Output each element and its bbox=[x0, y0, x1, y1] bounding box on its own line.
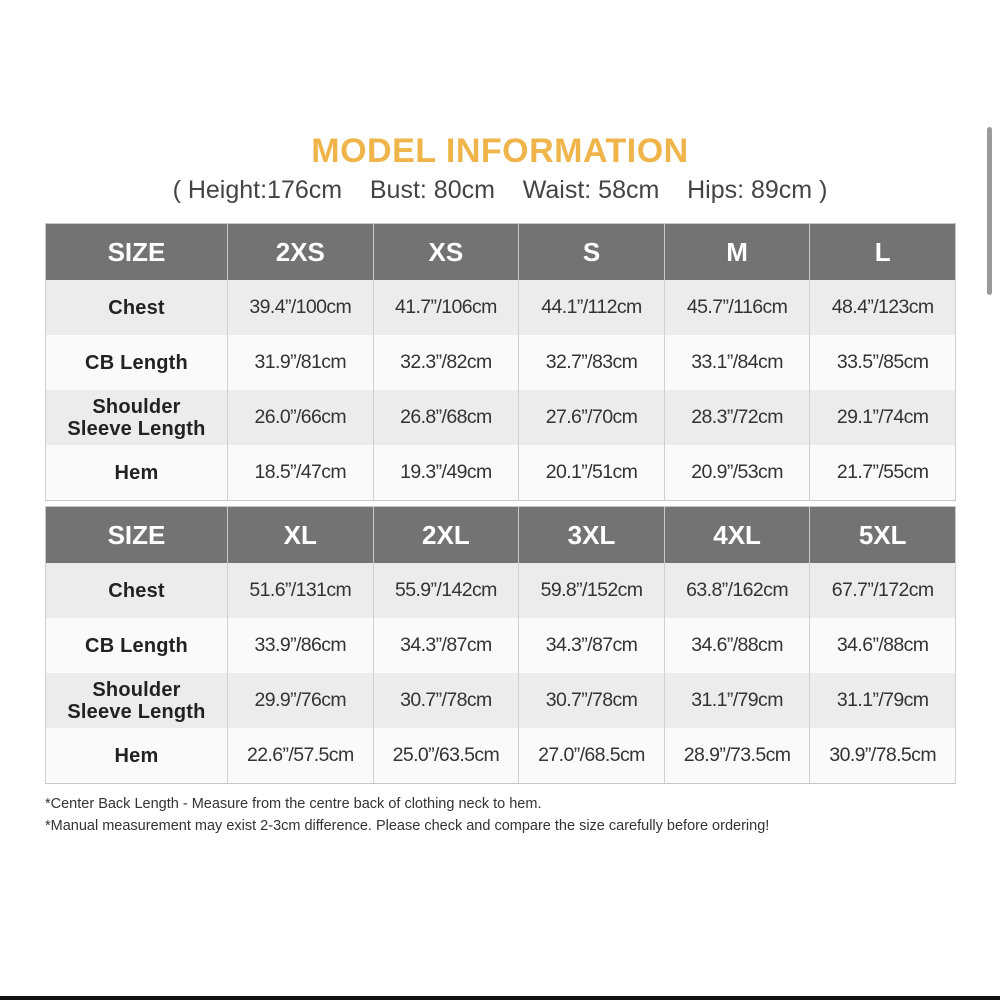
table-row bbox=[46, 335, 956, 390]
size-header-row bbox=[46, 507, 956, 564]
table-cell: 26.0”/66cm bbox=[228, 390, 374, 445]
page-title: MODEL INFORMATION bbox=[311, 132, 689, 170]
table-cell: 29.9”/76cm bbox=[228, 673, 374, 728]
table-cell: 30.7”/78cm bbox=[519, 673, 665, 728]
table-cell: 29.1”/74cm bbox=[810, 390, 956, 445]
table-row bbox=[46, 618, 956, 673]
footnote-measurement: *Manual measurement may exist 2-3cm difference. Please check and compare the size carefully before ordering! bbox=[45, 818, 770, 834]
table-cell: 33.1”/84cm bbox=[664, 335, 810, 390]
table-cell: 33.5”/85cm bbox=[810, 335, 956, 390]
table-cell: 26.8”/68cm bbox=[373, 390, 519, 445]
header-cell: 4XL bbox=[664, 507, 810, 564]
table-cell: 21.7”/55cm bbox=[810, 445, 956, 501]
footnotes bbox=[45, 793, 965, 837]
table-cell: 31.1”/79cm bbox=[810, 673, 956, 728]
header-cell: 5XL bbox=[810, 507, 956, 564]
size-header-row bbox=[46, 224, 956, 281]
table-cell: 34.6”/88cm bbox=[810, 618, 956, 673]
table-row bbox=[46, 673, 956, 728]
table-cell: 20.9”/53cm bbox=[664, 445, 810, 501]
table-cell: 45.7”/116cm bbox=[664, 280, 810, 335]
table-cell: 28.3”/72cm bbox=[664, 390, 810, 445]
table-row bbox=[46, 280, 956, 335]
table-row bbox=[46, 390, 956, 445]
table-cell: 34.6”/88cm bbox=[664, 618, 810, 673]
table-cell: 33.9”/86cm bbox=[228, 618, 374, 673]
table-cell: 18.5”/47cm bbox=[228, 445, 374, 501]
row-label: Shoulder Sleeve Length bbox=[46, 390, 228, 445]
table-cell: 44.1”/112cm bbox=[519, 280, 665, 335]
size-chart-table-large bbox=[45, 506, 956, 784]
header-cell: XL bbox=[228, 507, 374, 564]
table-cell: 39.4”/100cm bbox=[228, 280, 374, 335]
row-label: Shoulder Sleeve Length bbox=[46, 673, 228, 728]
table-cell: 67.7”/172cm bbox=[810, 563, 956, 618]
table-cell: 34.3”/87cm bbox=[519, 618, 665, 673]
table-cell: 41.7”/106cm bbox=[373, 280, 519, 335]
table-cell: 22.6”/57.5cm bbox=[228, 728, 374, 784]
table-cell: 55.9”/142cm bbox=[373, 563, 519, 618]
header-cell: 2XS bbox=[228, 224, 374, 281]
row-label: Hem bbox=[46, 445, 228, 501]
table-cell: 63.8”/162cm bbox=[664, 563, 810, 618]
scrollbar[interactable] bbox=[987, 127, 992, 295]
table-row bbox=[46, 563, 956, 618]
row-label: CB Length bbox=[46, 618, 228, 673]
table-row bbox=[46, 445, 956, 501]
header-cell: L bbox=[810, 224, 956, 281]
row-label: Chest bbox=[46, 563, 228, 618]
size-chart-table-small bbox=[45, 223, 956, 501]
table-cell: 48.4”/123cm bbox=[810, 280, 956, 335]
table-cell: 27.0”/68.5cm bbox=[519, 728, 665, 784]
table-cell: 30.9”/78.5cm bbox=[810, 728, 956, 784]
table-cell: 19.3”/49cm bbox=[373, 445, 519, 501]
header-cell: SIZE bbox=[46, 224, 228, 281]
table-cell: 51.6”/131cm bbox=[228, 563, 374, 618]
header-cell: 2XL bbox=[373, 507, 519, 564]
table-cell: 25.0”/63.5cm bbox=[373, 728, 519, 784]
table-cell: 28.9”/73.5cm bbox=[664, 728, 810, 784]
header-cell: 3XL bbox=[519, 507, 665, 564]
table-cell: 32.3”/82cm bbox=[373, 335, 519, 390]
table-row bbox=[46, 728, 956, 784]
table-cell: 31.1”/79cm bbox=[664, 673, 810, 728]
table-cell: 32.7”/83cm bbox=[519, 335, 665, 390]
row-label: Chest bbox=[46, 280, 228, 335]
header-cell: XS bbox=[373, 224, 519, 281]
table-cell: 31.9”/81cm bbox=[228, 335, 374, 390]
table-cell: 34.3”/87cm bbox=[373, 618, 519, 673]
footnote-cb-length: *Center Back Length - Measure from the centre back of clothing neck to hem. bbox=[45, 796, 542, 812]
header-cell: SIZE bbox=[46, 507, 228, 564]
header-cell: M bbox=[664, 224, 810, 281]
table-cell: 20.1”/51cm bbox=[519, 445, 665, 501]
model-measurements: ( Height:176cm Bust: 80cm Waist: 58cm Hips: 89cm ) bbox=[172, 176, 828, 204]
table-cell: 27.6”/70cm bbox=[519, 390, 665, 445]
row-label: CB Length bbox=[46, 335, 228, 390]
bottom-divider bbox=[0, 996, 1000, 1000]
table-cell: 59.8”/152cm bbox=[519, 563, 665, 618]
header-cell: S bbox=[519, 224, 665, 281]
table-cell: 30.7”/78cm bbox=[373, 673, 519, 728]
row-label: Hem bbox=[46, 728, 228, 784]
